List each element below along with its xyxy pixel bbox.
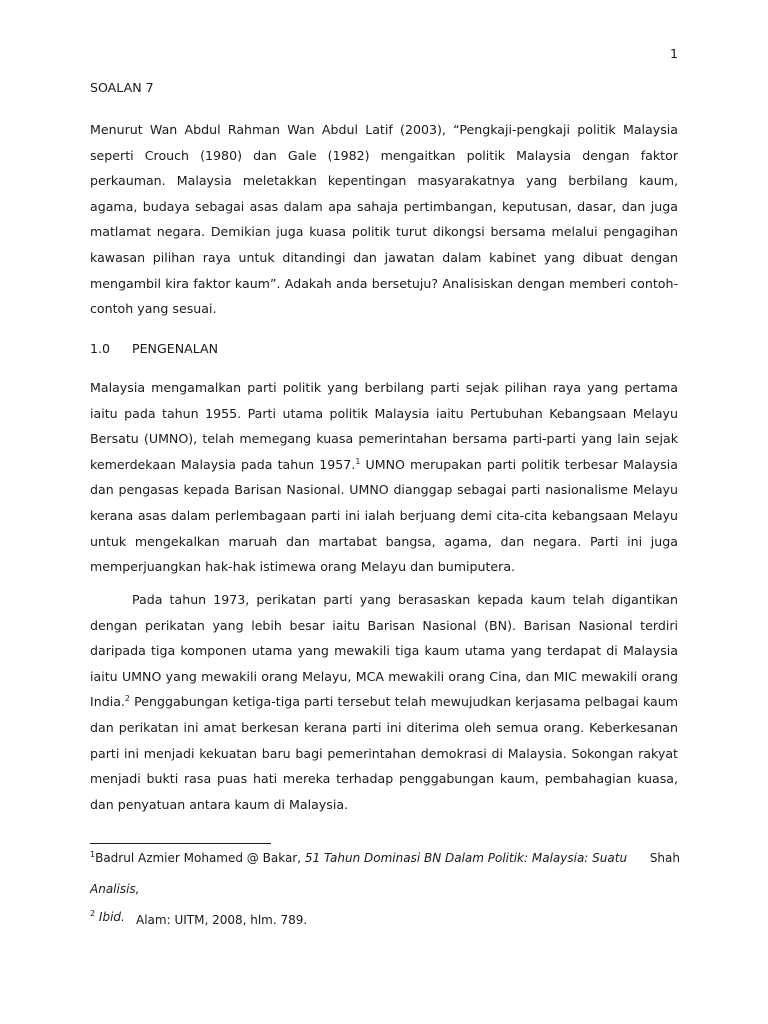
footnote-ref-1[interactable]: 1: [355, 456, 361, 466]
question-text: Menurut Wan Abdul Rahman Wan Abdul Latif (2003), “Pengkaji-pengkaji politik Malaysia seperti Crouch (1980) dan Gale (1982) mengaitkan politik Malaysia dengan faktor perkauman. Malaysia meletakkan kepentingan masyarakatnya yang berbilang kaum, agama, budaya sebagai asas dalam apa sahaja pertimbangan, keputusan, dasar, dan juga matlamat negara. Demikian juga kuasa politik turut dikongsi bersama melalui pengagihan kawasan pilihan raya untuk ditandingi dan jawatan dalam kabinet yang dibuat dengan mengambil kira faktor kaum”. Adakah anda bersetuju? Analisiskan dengan memberi contoh-contoh yang sesuai.: [90, 122, 678, 317]
footnote-2-mark: 2: [90, 909, 96, 918]
paragraph-1-text-a: Malaysia mengamalkan parti politik yang berbilang parti sejak pilihan raya yang pertama iaitu pada tahun 1955. Parti utama politik Malaysia iaitu Pertubuhan Kebangsaan Melayu Bersatu (UMNO), telah memegang kuasa pemerintahan bersama parti-parti yang lain sejak kemerdekaan Malaysia pada tahun 1957.: [90, 380, 678, 472]
footnote-1-continuation: Alam: UITM, 2008, hlm. 789.: [136, 913, 308, 927]
footnote-ref-2[interactable]: 2: [124, 694, 131, 704]
footnote-2-text: Ibid.: [98, 910, 125, 924]
section-title: PENGENALAN: [132, 341, 219, 356]
paragraph-2-text-a: Pada tahun 1973, perikatan parti yang berasaskan kepada kaum telah digantikan dengan perikatan yang lebih besar iaitu Barisan Nasional (BN). Barisan Nasional terdiri daripada tiga komponen utama yang mewakili tiga kaum utama yang terdapat di Malaysia iaitu UMNO yang mewakili orang Melayu, MCA mewakili orang Cina, dan MIC mewakili orang India.: [90, 592, 678, 710]
section-number: 1.0: [90, 341, 111, 356]
paragraph-1-text-b: UMNO merupakan parti politik terbesar Malaysia dan pengasas kepada Barisan Nasional. UMNO dianggap sebagai parti nasionalisme Melayu kerana asas dalam perlembagaan parti ini ialah berjuang demi cita-cita kebangsaan Melayu untuk mengekalkan maruah dan martabat bangsa, agama, dan negara. Parti ini juga memperjuangkan hak-hak istimewa orang Melayu dan bumiputera.: [90, 456, 678, 575]
footnote-1-author: Badrul Azmier Mohamed @ Bakar,: [95, 851, 305, 865]
page-number: 1: [669, 46, 678, 61]
paragraph-2-text-b: Penggabungan ketiga-tiga parti tersebut telah mewujudkan kerjasama pelbagai kaum dan perikatan ini amat berkesan kerana parti ini diterima oleh semua orang. Keberkesanan parti ini menjadi kekuatan baru bagi pemerintahan demokrasi di Malaysia. Sokongan rakyat menjadi bukti rasa puas hati mereka terhadap penggabungan kaum, pembahagian kuasa, dan penyatuan antara kaum di Malaysia.: [90, 694, 678, 812]
footnote-2: [90, 902, 680, 933]
footnote-1-title: 51 Tahun Dominasi BN Dalam Politik: Malaysia: Suatu Analisis,: [90, 851, 628, 896]
section-heading: [90, 341, 218, 356]
paragraph-2: [90, 587, 678, 817]
paragraph-1: [90, 375, 678, 580]
footnote-1-mark: 1: [90, 850, 96, 859]
footnote-1-place-start: Shah: [649, 851, 680, 865]
question-title: SOALAN 7: [90, 80, 154, 95]
